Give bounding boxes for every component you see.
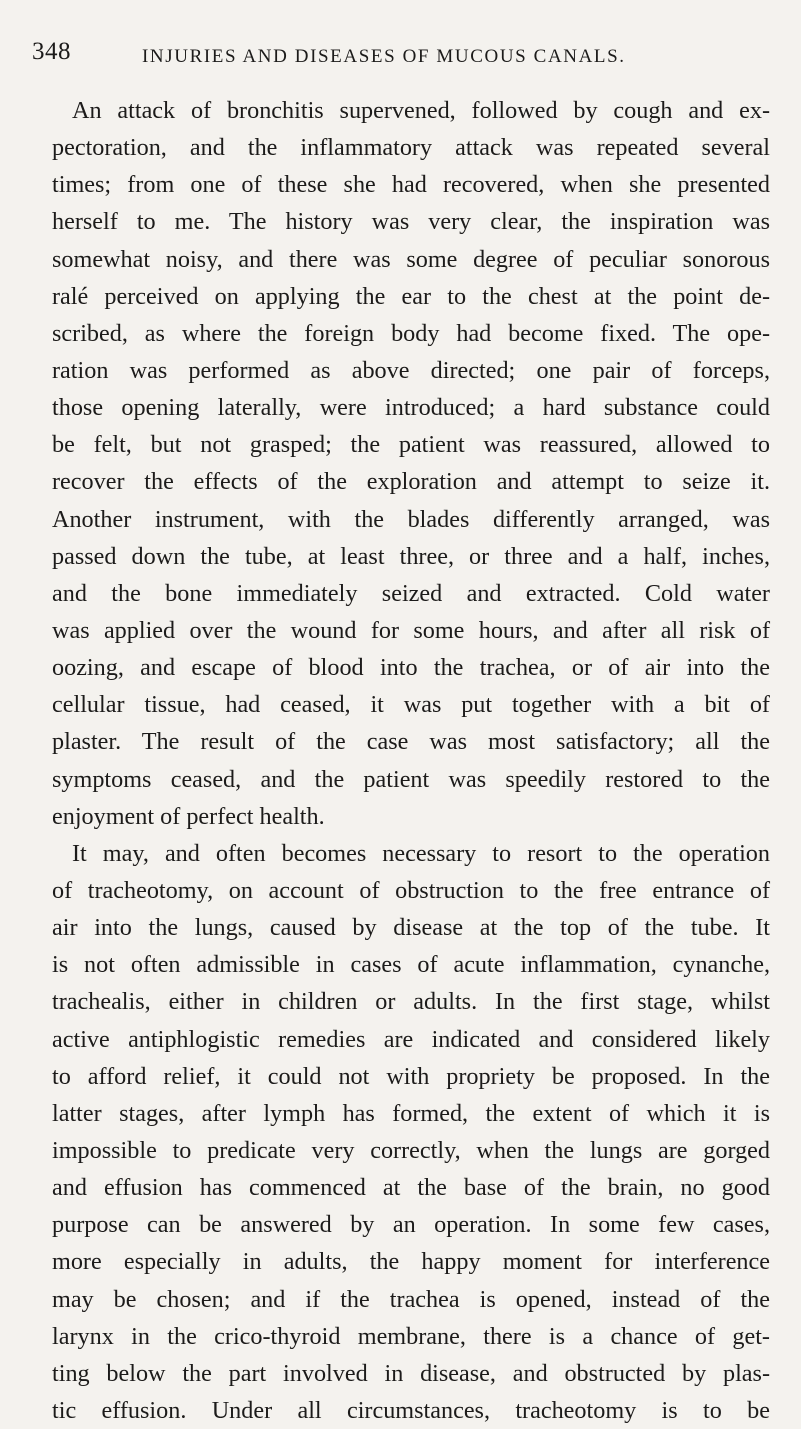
text-line: tic effusion. Under all circumstances, tracheotomy is to be (52, 1396, 770, 1424)
text-line: larynx in the crico-thyroid membrane, there is a chance of get- (52, 1322, 770, 1350)
text-line: purpose can be answered by an operation. In some few cases, (52, 1211, 770, 1239)
text-line: cellular tissue, had ceased, it was put together with a bit of (52, 691, 770, 719)
text-line: passed down the tube, at least three, or three and a half, inches, (52, 542, 770, 570)
text-line: trachealis, either in children or adults. In the first stage, whilst (52, 988, 770, 1016)
text-line: latter stages, after lymph has formed, the extent of which it is (52, 1099, 770, 1127)
text-line: may be chosen; and if the trachea is opened, instead of the (52, 1285, 770, 1313)
text-line: enjoyment of perfect health. (52, 802, 325, 830)
text-line: was applied over the wound for some hours, and after all risk of (52, 616, 770, 644)
text-line: impossible to predicate very correctly, when the lungs are gorged (52, 1136, 770, 1164)
text-line: ralé perceived on applying the ear to the chest at the point de- (52, 282, 770, 310)
body-text (52, 92, 770, 1429)
page-number: 348 (32, 38, 71, 65)
text-line: ting below the part involved in disease, and obstructed by plas- (52, 1359, 770, 1387)
text-line: of tracheotomy, on account of obstruction to the free entrance of (52, 876, 770, 904)
text-line: be felt, but not grasped; the patient was reassured, allowed to (52, 431, 770, 459)
page-header (32, 38, 772, 78)
text-line: symptoms ceased, and the patient was speedily restored to the (52, 765, 770, 793)
text-line: An attack of bronchitis supervened, followed by cough and ex- (72, 97, 770, 124)
running-head: INJURIES AND DISEASES OF MUCOUS CANALS. (142, 46, 626, 67)
text-line: to afford relief, it could not with propriety be proposed. In the (52, 1062, 770, 1090)
text-line: those opening laterally, were introduced; a hard substance could (52, 394, 770, 422)
text-line: plaster. The result of the case was most satisfactory; all the (52, 728, 770, 756)
text-line: times; from one of these she had recovered, when she presented (52, 171, 770, 199)
paragraph-2 (52, 835, 770, 1429)
text-line: pectoration, and the inflammatory attack was repeated several (52, 134, 770, 162)
text-line: It may, and often becomes necessary to resort to the operation (72, 839, 770, 867)
text-line: and effusion has commenced at the base of the brain, no good (52, 1174, 770, 1202)
text-line: Another instrument, with the blades differently arranged, was (52, 505, 770, 533)
text-line: active antiphlogistic remedies are indicated and considered likely (52, 1025, 770, 1053)
text-line: oozing, and escape of blood into the trachea, or of air into the (52, 654, 770, 682)
text-line: and the bone immediately seized and extracted. Cold water (52, 579, 770, 607)
text-line: ration was performed as above directed; one pair of forceps, (52, 356, 770, 384)
text-line: somewhat noisy, and there was some degree of peculiar sonorous (52, 245, 770, 273)
text-line: herself to me. The history was very clear, the inspiration was (52, 208, 770, 236)
paragraph-1 (52, 92, 770, 835)
text-line: is not often admissible in cases of acute inflammation, cynanche, (52, 951, 770, 979)
text-line: more especially in adults, the happy moment for interference (52, 1248, 770, 1276)
text-line: air into the lungs, caused by disease at the top of the tube. It (52, 914, 770, 942)
text-line: scribed, as where the foreign body had become fixed. The ope- (52, 319, 770, 347)
text-line: recover the effects of the exploration and attempt to seize it. (52, 468, 770, 496)
